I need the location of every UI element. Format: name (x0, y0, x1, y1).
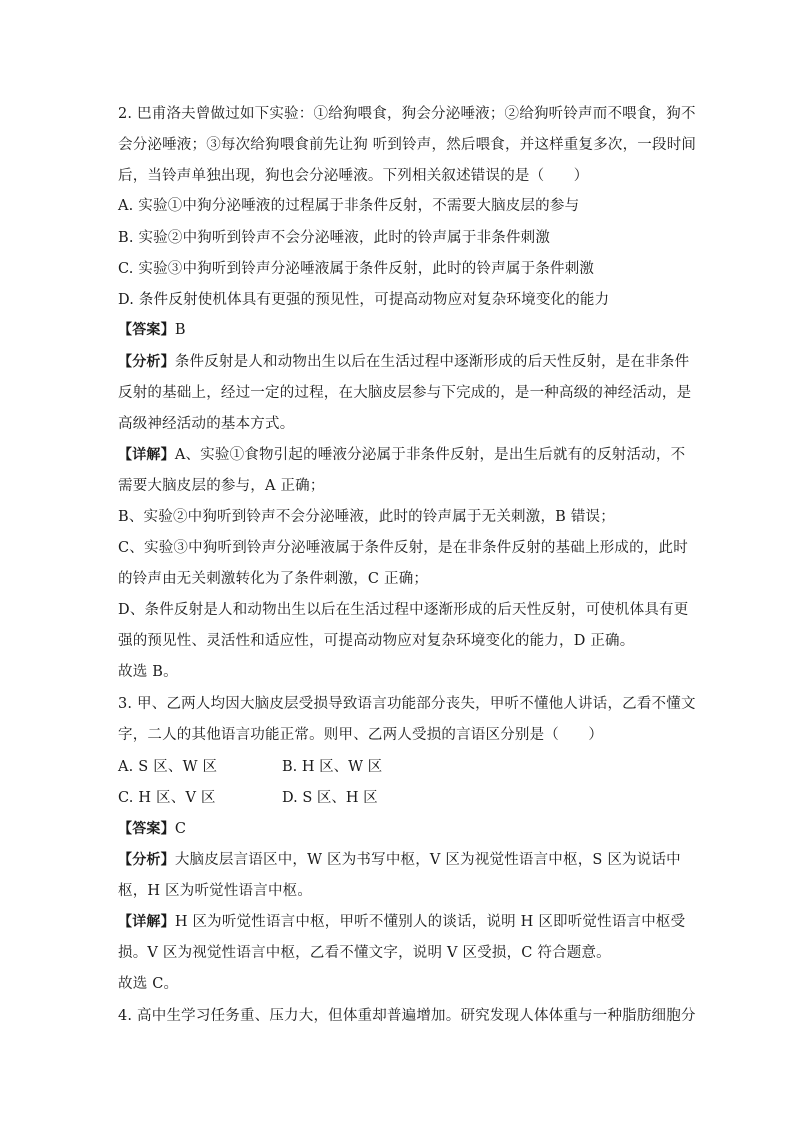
q2-option-a: A. 实验①中狗分泌唾液的过程属于非条件反射，不需要大脑皮层的参与 (118, 198, 580, 214)
q2-analysis-tag: 【分析】 (118, 354, 175, 370)
q3-option-a: A. S 区、W 区 (118, 759, 218, 775)
q3-analysis-tag: 【分析】 (118, 852, 175, 868)
q3-answer-tag: 【答案】 (118, 821, 175, 837)
q2-stem-line-3: 后，当铃声单独出现，狗也会分泌唾液。下列相关叙述错误的是（ ） (118, 168, 589, 184)
q2-detail-line-5: 的铃声由无关刺激转化为了条件刺激，C 正确； (118, 571, 429, 587)
q2-detail-line-4: C、实验③中狗听到铃声分泌唾液属于条件反射，是在非条件反射的基础上形成的，此时 (118, 540, 688, 556)
q2-detail-line-6: D、条件反射是人和动物出生以后在生活过程中逐渐形成的后天性反射，可使机体具有更 (118, 602, 689, 618)
q3-detail-text-1: H 区为听觉性语言中枢，甲听不懂别人的谈话，说明 H 区即听觉性语言中枢受 (174, 914, 686, 930)
q2-detail-line-3: B、实验②中狗听到铃声不会分泌唾液，此时的铃声属于无关刺激，B 错误； (118, 509, 615, 525)
q2-detail-line-2: 需要大脑皮层的参与，A 正确； (118, 478, 325, 494)
q2-option-b: B. 实验②中狗听到铃声不会分泌唾液，此时的铃声属于非条件刺激 (118, 230, 551, 246)
q4-stem-line-1: 4. 高中生学习任务重、压力大，但体重却普遍增加。研究发现人体体重与一种脂肪细胞分 (118, 1008, 696, 1024)
q2-analysis-line-3: 高级神经活动的基本方式。 (118, 416, 295, 432)
q2-detail-text-1: A、实验①食物引起的唾液分泌属于非条件反射，是出生后就有的反射活动，不 (174, 447, 686, 463)
q2-stem-line-1: 2. 巴甫洛夫曾做过如下实验：①给狗喂食，狗会分泌唾液；②给狗听铃声而不喂食，狗不 (118, 106, 696, 122)
q2-analysis-line-1 (118, 352, 689, 372)
q2-analysis-text-1: 条件反射是人和动物出生以后在生活过程中逐渐形成的后天性反射，是在非条件 (174, 354, 690, 370)
q3-analysis-line-2: 枢，H 区为听觉性语言中枢。 (118, 883, 313, 899)
q2-analysis-line-2: 反射的基础上，经过一定的过程，在大脑皮层参与下完成的，是一种高级的神经活动，是 (118, 385, 692, 401)
q2-conclusion: 故选 B。 (118, 664, 178, 680)
q3-analysis-line-1 (118, 850, 681, 870)
q2-option-c: C. 实验③中狗听到铃声分泌唾液属于条件反射，此时的铃声属于条件刺激 (118, 261, 595, 277)
q2-answer-value: B (174, 322, 186, 338)
q2-option-d: D. 条件反射使机体具有更强的预见性，可提高动物应对复杂环境变化的能力 (118, 292, 610, 308)
q2-detail-line-1 (118, 445, 685, 465)
q2-answer (118, 320, 186, 340)
q3-option-d: D. S 区、H 区 (282, 790, 378, 806)
q3-detail-line-1 (118, 912, 685, 932)
q3-answer-value: C (174, 821, 187, 837)
q2-stem-line-2: 会分泌唾液；③每次给狗喂食前先让狗 听到铃声，然后喂食，并这样重复多次，一段时间 (118, 137, 697, 153)
q2-detail-line-7: 强的预见性、灵活性和适应性，可提高动物应对复杂环境变化的能力，D 正确。 (118, 633, 635, 649)
q3-option-b: B. H 区、W 区 (282, 759, 383, 775)
q3-conclusion: 故选 C。 (118, 976, 179, 992)
q3-detail-line-2: 损。V 区为视觉性语言中枢，乙看不懂文字，说明 V 区受损，C 符合题意。 (118, 945, 611, 961)
q2-answer-tag: 【答案】 (118, 322, 175, 338)
q3-stem-line-1: 3. 甲、乙两人均因大脑皮层受损导致语言功能部分丧失，甲听不懂他人讲话，乙看不懂文 (118, 696, 696, 712)
q2-detail-tag: 【详解】 (118, 447, 175, 463)
q3-detail-tag: 【详解】 (118, 914, 175, 930)
q3-stem-line-2: 字，二人的其他语言功能正常。则甲、乙两人受损的言语区分别是（ ） (118, 727, 604, 743)
q3-answer (118, 819, 186, 839)
q3-analysis-text-1: 大脑皮层言语区中，W 区为书写中枢，V 区为视觉性语言中枢，S 区为说话中 (174, 852, 681, 868)
q3-option-c: C. H 区、V 区 (118, 790, 216, 806)
